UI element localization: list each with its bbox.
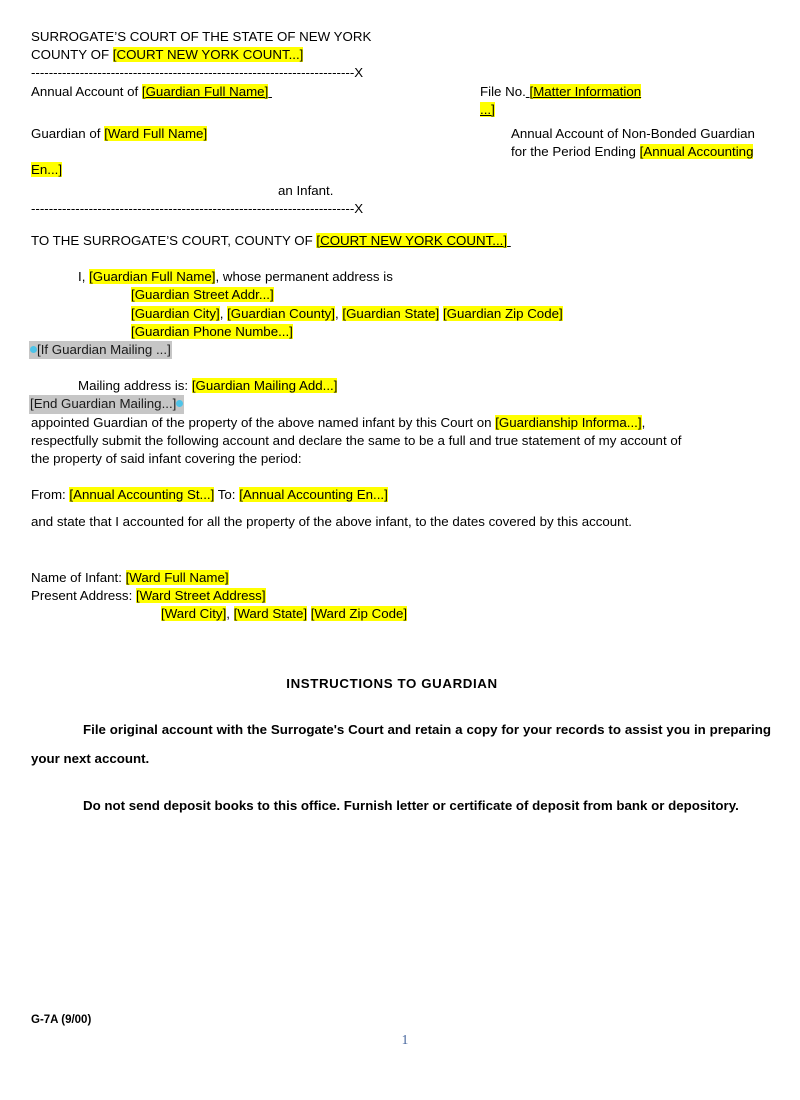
caption-rule-bottom: -------------------------------------------------------------------------X [31, 200, 364, 216]
spacer-7 [31, 693, 771, 715]
ward-full-name-field[interactable]: [Ward Full Name] [104, 125, 208, 141]
ward-street-address-field[interactable]: [Ward Street Address] [135, 587, 266, 603]
ward-zip-code-field[interactable]: [Ward Zip Code] [310, 606, 408, 622]
and-state-line: and state that I accounted for all the property of the above infant, to the dates covered by this account. [31, 514, 632, 530]
guardian-of-label: Guardian of [31, 125, 105, 141]
appointed-guardian-line-1 [31, 414, 771, 432]
file-no-field-line-1[interactable]: [Matter Information [529, 83, 642, 99]
intro-guardian-name-field[interactable]: [Guardian Full Name] [89, 269, 216, 285]
name-of-infant-label: Name of Infant: [31, 569, 126, 585]
right-title-line-1: Annual Account of Non-Bonded Guardian [511, 125, 755, 141]
guardian-county-field[interactable]: [Guardian County] [227, 305, 335, 321]
caption-row-period-ending-continued [31, 161, 771, 182]
to-label: To: [214, 487, 240, 503]
court-heading-line-1: SURROGATE’S COURT OF THE STATE OF NEW YORK [31, 29, 372, 44]
conditional-end-guardian-mailing-label: [End Guardian Mailing...] [30, 396, 177, 412]
appointed-guardian-line-3: the property of said infant covering the period: [31, 451, 302, 467]
right-title-line-2 [511, 143, 800, 161]
file-no-field-wrap [480, 101, 800, 119]
court-caption [31, 28, 771, 218]
conditional-if-guardian-mailing-row [29, 341, 771, 359]
court-county-field[interactable]: [COURT NEW YORK COUNT...] [112, 47, 304, 63]
conditional-start-marker-icon [30, 346, 37, 353]
conditional-end-guardian-mailing[interactable] [29, 395, 184, 413]
court-heading-line-2 [31, 46, 771, 64]
conditional-end-marker-icon [176, 400, 183, 407]
guardian-city-field[interactable]: [Guardian City] [131, 305, 220, 321]
guardian-street-line [31, 286, 771, 304]
guardian-full-name-field[interactable]: [Guardian Full Name] [141, 83, 269, 99]
to-the-surrogates-court [31, 232, 771, 250]
annual-account-of [31, 83, 476, 101]
guardian-phone-number-field[interactable]: [Guardian Phone Numbe...] [131, 323, 293, 339]
form-number: G-7A (9/00) [31, 1014, 92, 1026]
spacer-2 [31, 359, 771, 377]
guardian-city-separator: , [219, 305, 228, 321]
guardian-county-separator: , [335, 305, 343, 321]
ward-city-state-zip-line [31, 605, 771, 623]
guardian-name-trailing-underline [268, 84, 272, 99]
spacer-6 [31, 623, 771, 675]
guardian-intro-line [31, 268, 771, 286]
spacer-5 [31, 532, 771, 569]
instructions-paragraph-2: Do not send deposit books to this office. Furnish letter or certificate of deposit from bank or depository. [83, 798, 739, 814]
guardian-of [31, 125, 476, 143]
spacer-4 [31, 504, 771, 513]
appointed-guardian-comma: , [641, 414, 646, 430]
caption-row-annual-account [31, 83, 771, 101]
guardianship-information-field[interactable]: [Guardianship Informa...] [495, 414, 642, 430]
guardian-city-state-zip-line [31, 305, 771, 323]
document-body [31, 28, 771, 820]
file-number-row [480, 83, 800, 101]
mailing-address-label: Mailing address is: [78, 378, 192, 394]
conditional-if-guardian-mailing[interactable] [29, 341, 172, 359]
page-number: 1 [401, 1032, 409, 1047]
county-of-label: COUNTY OF [31, 47, 113, 63]
appointed-guardian-line-2: respectfully submit the following account and declare the same to be a full and true statement of my account of [31, 432, 682, 448]
spacer-after-caption [31, 218, 771, 232]
present-address-line [31, 587, 771, 605]
instructions-paragraph-1: File original account with the Surrogate's Court and retain a copy for your records to assist you in preparing your next account. [31, 722, 771, 767]
to-court-label: TO THE SURROGATE’S COURT, COUNTY OF [31, 233, 317, 249]
mailing-address-line [31, 377, 771, 395]
file-no-label: File No. [480, 83, 526, 99]
from-label: From: [31, 487, 70, 503]
guardian-phone-line [31, 323, 771, 341]
accounting-period-line [31, 486, 771, 504]
conditional-end-guardian-mailing-row [29, 395, 771, 413]
caption-row-guardian-of [31, 125, 771, 143]
file-no-field-line-2[interactable]: ...] [480, 101, 495, 117]
to-court-county-field[interactable]: [COURT NEW YORK COUNT...] [316, 233, 508, 249]
an-infant-label: an Infant. [278, 182, 334, 198]
present-address-label: Present Address: [31, 587, 136, 603]
guardian-mailing-address-field[interactable]: [Guardian Mailing Add...] [191, 378, 338, 394]
guardian-zip-code-field[interactable]: [Guardian Zip Code] [442, 305, 563, 321]
conditional-if-guardian-mailing-label: [If Guardian Mailing ...] [37, 342, 171, 358]
ward-city-field[interactable]: [Ward City] [161, 606, 227, 622]
ward-state-field[interactable]: [Ward State] [233, 606, 308, 622]
period-ending-label: for the Period Ending [511, 143, 640, 159]
spacer-8 [31, 773, 771, 791]
guardian-street-address-field[interactable]: [Guardian Street Addr...] [131, 287, 274, 303]
ward-full-name-field-2[interactable]: [Ward Full Name] [125, 569, 229, 585]
caption-rule-top: -------------------------------------------------------------------------X [31, 65, 364, 81]
name-of-infant-line [31, 569, 771, 587]
annual-accounting-end-field[interactable]: [Annual Accounting En...] [239, 487, 388, 503]
appointed-guardian-paragraph [31, 414, 771, 469]
annual-accounting-end-field-line-2[interactable]: En...] [31, 161, 63, 177]
to-court-trailing-underline [507, 233, 511, 248]
spacer-3 [31, 468, 771, 486]
intro-rest-label: , whose permanent address is [215, 269, 393, 285]
caption-row-file-number-continued [31, 101, 771, 125]
intro-i-label: I, [78, 269, 90, 285]
appointed-guardian-pre: appointed Guardian of the property of the above named infant by this Court on [31, 414, 496, 430]
instructions-title: INSTRUCTIONS TO GUARDIAN [286, 676, 498, 692]
spacer-1 [31, 250, 771, 268]
ward-city-separator: , [226, 606, 234, 622]
annual-accounting-end-field-line-1[interactable]: [Annual Accounting [639, 143, 754, 159]
caption-row-period-ending [31, 143, 771, 161]
annual-account-label: Annual Account of [31, 83, 142, 99]
guardian-state-field[interactable]: [Guardian State] [342, 305, 440, 321]
annual-accounting-start-field[interactable]: [Annual Accounting St...] [69, 487, 215, 503]
